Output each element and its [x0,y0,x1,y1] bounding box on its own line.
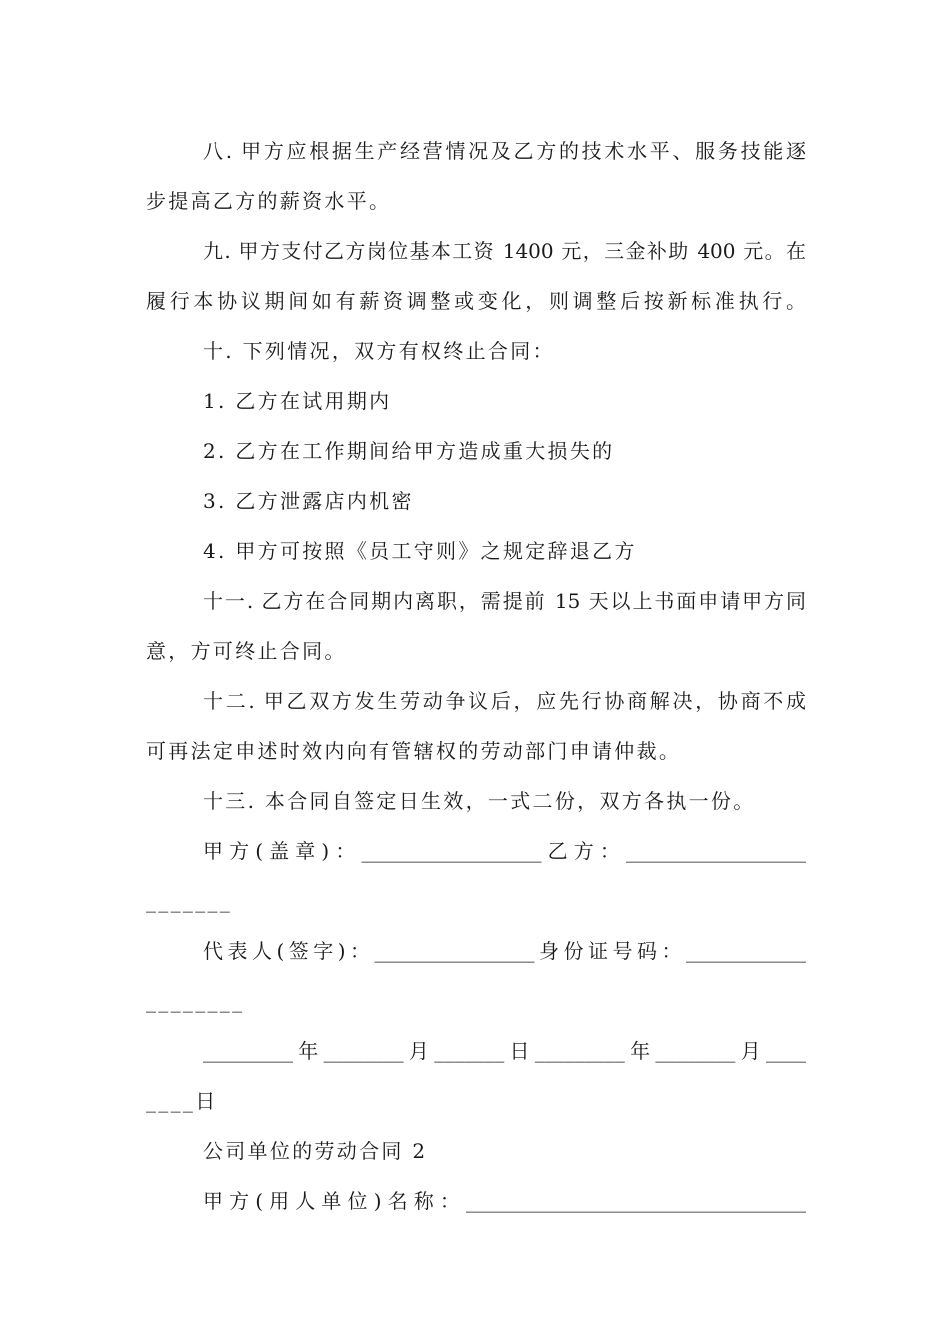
clause-11-line-2: 意，方可终止合同。 [146,639,347,663]
clause-10-heading: 十. 下列情况，双方有权终止合同： [203,339,555,363]
clause-10-item-4: 4. 甲方可按照《员工守则》之规定辞退乙方 [203,539,637,563]
clause-9-line-1: 九. 甲方支付乙方岗位基本工资 1400 元，三金补助 400 元。在 [203,239,806,263]
clause-13: 十三. 本合同自签定日生效，一式二份，双方各执一份。 [203,789,756,813]
clause-10-item-1: 1. 乙方在试用期内 [203,389,392,413]
representative-line-cont: ________ [146,989,245,1013]
clause-10-item-2: 2. 乙方在工作期间给甲方造成重大损失的 [203,439,615,463]
clause-8-line-1: 八. 甲方应根据生产经营情况及乙方的技术水平、服务技能逐 [203,139,806,163]
clause-11-line-1: 十一. 乙方在合同期内离职，需提前 15 天以上书面申请甲方同 [203,589,806,613]
signature-party-a-line-cont: _______ [146,889,233,913]
date-line-cont: ____日 [146,1089,218,1113]
employer-name-line: 甲方(用人单位)名称：__________________________________ [203,1189,806,1213]
clause-12-line-1: 十二. 甲乙双方发生劳动争议后，应先行协商解决，协商不成 [203,689,806,713]
representative-line: 代表人(签字)：________________身份证号码：____________ [203,939,806,963]
clause-8-line-2: 步提高乙方的薪资水平。 [146,189,392,213]
date-line: _________年________月_______日_________年________月____ [203,1039,806,1063]
contract-2-title: 公司单位的劳动合同 2 [203,1139,428,1163]
clause-9-line-2: 履行本协议期间如有薪资调整或变化，则调整后按新标准执行。 [146,289,806,313]
clause-12-line-2: 可再法定申述时效内向有管辖权的劳动部门申请仲裁。 [146,739,682,763]
clause-10-item-3: 3. 乙方泄露店内机密 [203,489,414,513]
signature-party-a-line: 甲方(盖章)：__________________乙方：__________________ [203,839,806,863]
